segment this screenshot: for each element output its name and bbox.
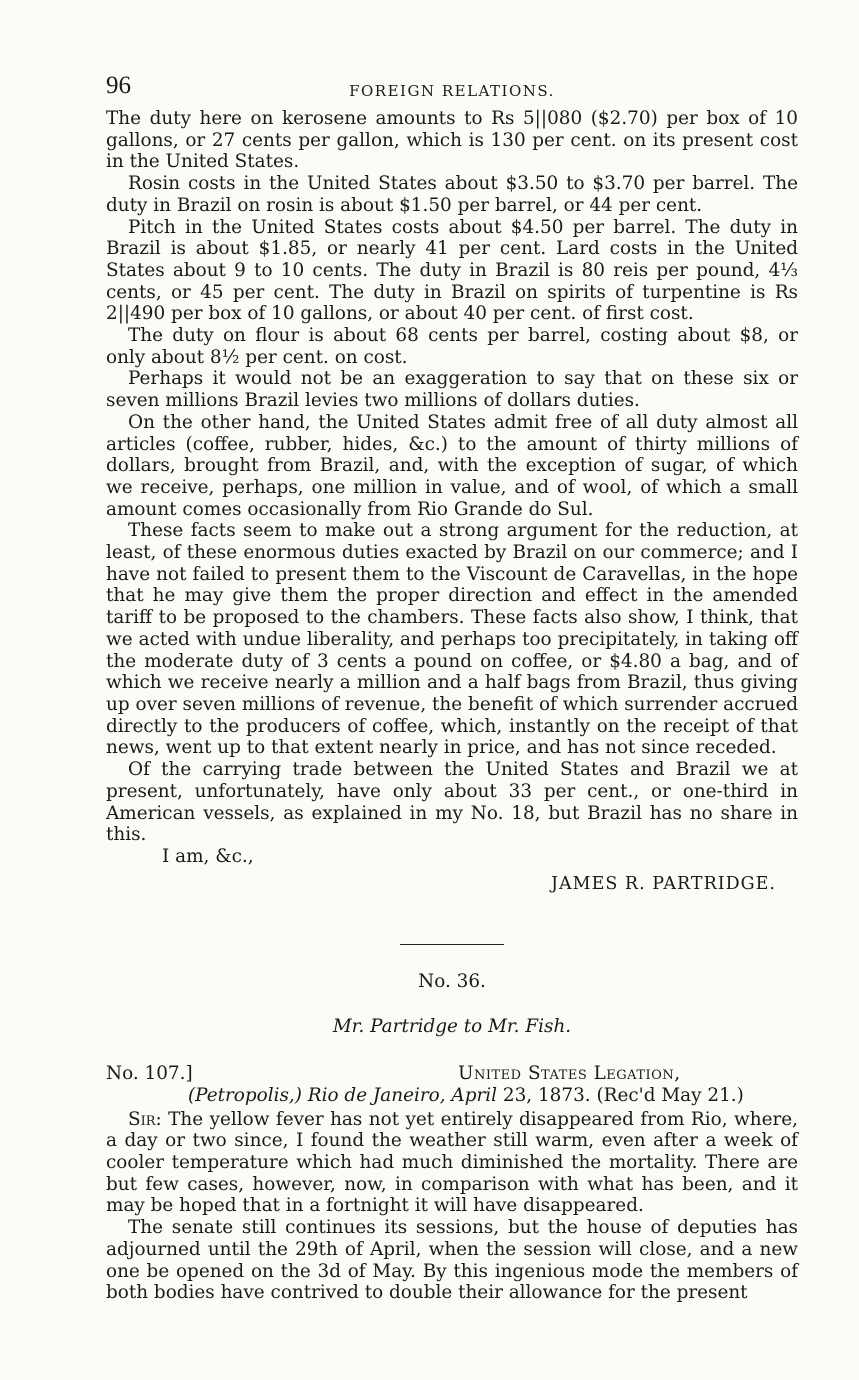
document-heading: Mr. Partridge to Mr. Fish. bbox=[332, 1015, 572, 1037]
dateline-date: 23, 1873. (Rec'd May 21.) bbox=[497, 1084, 744, 1106]
legation: United States Legation, bbox=[458, 1062, 681, 1084]
dateline-place: (Petropolis,) Rio de Janeiro, April bbox=[188, 1084, 498, 1106]
paragraph-flour: The duty on flour is about 68 cents per barrel, costing about $8, or only about 8½ per cent. on cost. bbox=[106, 325, 798, 368]
dispatch-number: No. 107.] bbox=[106, 1062, 193, 1084]
document-number: No. 36. bbox=[418, 970, 486, 992]
paragraph-rosin: Rosin costs in the United States about $3.50 to $3.70 per barrel. The duty in Brazil on rosin is about $1.50 per barrel, or 44 per cent. bbox=[106, 173, 798, 216]
page-number: 96 bbox=[106, 72, 131, 99]
paragraph-yellow-fever bbox=[106, 1109, 798, 1218]
paragraph-kerosene: The duty here on kerosene amounts to Rs 5||080 ($2.70) per box of 10 gallons, or 27 cents per gallon, which is 130 per cent. on its present cost in the United States. bbox=[106, 108, 798, 173]
paragraph-exaggeration: Perhaps it would not be an exaggeration to say that on these six or seven millions Brazil levies two millions of dollars duties. bbox=[106, 368, 798, 412]
closing: I am, &c., bbox=[162, 845, 254, 867]
paragraph-facts: These facts seem to make out a strong argument for the reduction, at least, of these enormous duties exacted by Brazil on our commerce; and I have not failed to present them to the Viscount de Caravellas, in the hope that he may give them the proper direction and effect in the amended tariff to be proposed to the chambers. These facts also show, I think, that we acted with undue liberality, and perhaps too precipitately, in taking off the moderate duty of 3 cents a pound on coffee, or $4.80 a bag, and of which we receive nearly a million and a half bags from Brazil, thus giving up over seven millions of revenue, the benefit of which surrender accrued directly to the producers of coffee, which, instantly on the receipt of that news, went up to that extent nearly in price, and has not since receded. bbox=[106, 520, 798, 759]
yellow-fever-text: The yellow fever has not yet entirely disappeared from Rio, where, a day or two since, I found the weather still warm, even after a week of cooler temperature which had much diminished the mortality. There are but few cases, however, now, in comparison with what has been, and it may be hoped that in a fortnight it will have disappeared. bbox=[106, 1108, 798, 1217]
paragraph-other-hand: On the other hand, the United States admit free of all duty almost all articles (coffee, rubber, hides, &c.) to the amount of thirty millions of dollars, brought from Brazil, and, with the exception of sugar, of which we receive, perhaps, one million in value, and of wool, of which a small amount comes occasionally from Rio Grande do Sul. bbox=[106, 411, 798, 520]
running-title: FOREIGN RELATIONS. bbox=[349, 82, 555, 100]
paragraph-senate: The senate still continues its sessions, but the house of deputies has adjourned until the 29th of April, when the session will close, and a new one be opened on the 3d of May. By this ingenious mode the members of both bodies have contrived to double their allowance for the present bbox=[106, 1217, 798, 1304]
document-page bbox=[106, 72, 798, 1304]
paragraph-pitch: Pitch in the United States costs about $4.50 per barrel. The duty in Brazil is about $1.85, or nearly 41 per cent. Lard costs in the United States about 9 to 10 cents. The duty in Brazil is 80 reis per pound, 4⅓ cents, or 45 per cent. The duty in Brazil on spirits of turpentine is Rs 2||490 per box of 10 gallons, or about 40 per cent. of first cost. bbox=[106, 216, 798, 325]
signature: JAMES R. PARTRIDGE. bbox=[551, 873, 776, 894]
paragraph-carrying-trade: Of the carrying trade between the United States and Brazil we at present, unfortunately, have only about 33 per cent., or one-third in American vessels, as explained in my No. 18, but Brazil has no share in this. bbox=[106, 759, 798, 846]
page-header bbox=[106, 72, 798, 108]
section-divider bbox=[400, 944, 504, 945]
salutation: Sir: bbox=[128, 1108, 162, 1130]
dispatch-line bbox=[106, 1063, 798, 1085]
dateline bbox=[106, 1085, 798, 1107]
